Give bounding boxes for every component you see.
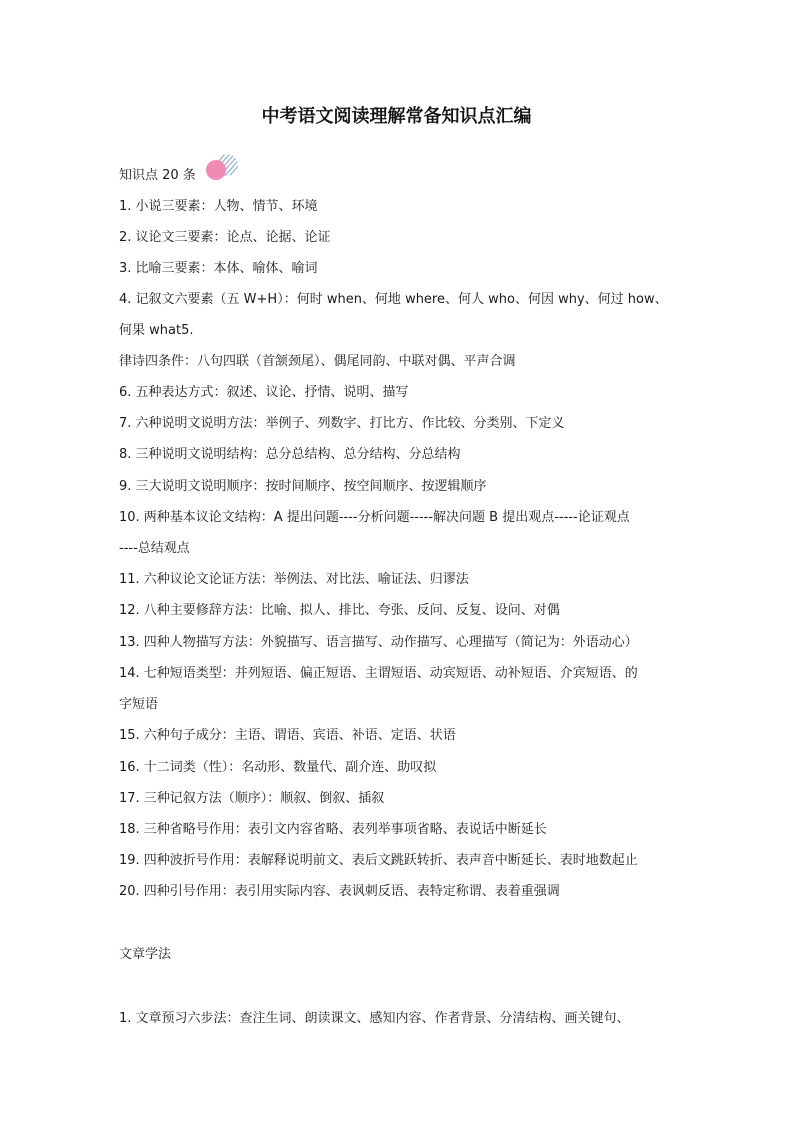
list-item: 1. 文章预习六步法：查注生词、朗读课文、感知内容、作者背景、分清结构、画关键句、	[119, 1011, 630, 1026]
list-item: 14. 七种短语类型：并列短语、偏正短语、主谓短语、动宾短语、动补短语、介宾短语、的	[119, 666, 638, 681]
list-item: 7. 六种说明文说明方法：举例子、列数字、打比方、作比较、分类别、下定义	[119, 416, 565, 431]
list-item: 12. 八种主要修辞方法：比喻、拟人、排比、夸张、反问、反复、设问、对偶	[119, 603, 560, 618]
list-item: 3. 比喻三要素：本体、喻体、喻词	[119, 261, 318, 276]
list-item: 18. 三种省略号作用：表引文内容省略、表列举事项省略、表说话中断延长	[119, 822, 547, 837]
section-heading: 知识点 20 条	[119, 168, 196, 183]
page-title: 中考语文阅读理解常备知识点汇编	[261, 106, 532, 127]
list-item: 10. 两种基本议论文结构：A 提出问题----分析问题-----解决问题 B 提出观点-----论证观点	[119, 510, 630, 525]
list-item: 律诗四条件：八句四联（首颔颈尾）、偶尾同韵、中联对偶、平声合调	[119, 354, 516, 369]
list-item: 6. 五种表达方式：叙述、议论、抒情、说明、描写	[119, 385, 409, 400]
list-item: 20. 四种引号作用：表引用实际内容、表讽刺反语、表特定称谓、表着重强调	[119, 884, 560, 899]
list-item: 11. 六种议论文论证方法：举例法、对比法、喻证法、归谬法	[119, 572, 469, 587]
list-item: 4. 记叙文六要素（五 W+H）：何时 when、何地 where、何人 who、何因 why、何过 how、	[119, 292, 668, 307]
list-item: 17. 三种记叙方法（顺序）：顺叙、倒叙、插叙	[119, 791, 385, 806]
list-item: 9. 三大说明文说明顺序：按时间顺序、按空间顺序、按逻辑顺序	[119, 479, 487, 494]
list-item: 2. 议论文三要素：论点、论据、论证	[119, 230, 331, 245]
list-item: 8. 三种说明文说明结构：总分总结构、总分结构、分总结构	[119, 447, 461, 462]
list-item-continuation: ----总结观点	[119, 541, 190, 556]
list-item: 19. 四种波折号作用：表解释说明前文、表后文跳跃转折、表声音中断延长、表时地数起止	[119, 853, 638, 868]
decorative-circles-icon	[205, 153, 241, 183]
list-item-continuation: 字短语	[119, 697, 159, 712]
list-item: 15. 六种句子成分：主语、谓语、宾语、补语、定语、状语	[119, 728, 456, 743]
list-item: 13. 四种人物描写方法：外貌描写、语言描写、动作描写、心理描写（简记为：外语动心）	[119, 635, 638, 650]
list-item: 1. 小说三要素：人物、情节、环境	[119, 199, 318, 214]
list-item-continuation: 何果 what5.	[119, 323, 194, 338]
list-item: 16. 十二词类（性）：名动形、数量代、副介连、助叹拟	[119, 760, 437, 775]
section-subheading: 文章学法	[119, 947, 172, 962]
